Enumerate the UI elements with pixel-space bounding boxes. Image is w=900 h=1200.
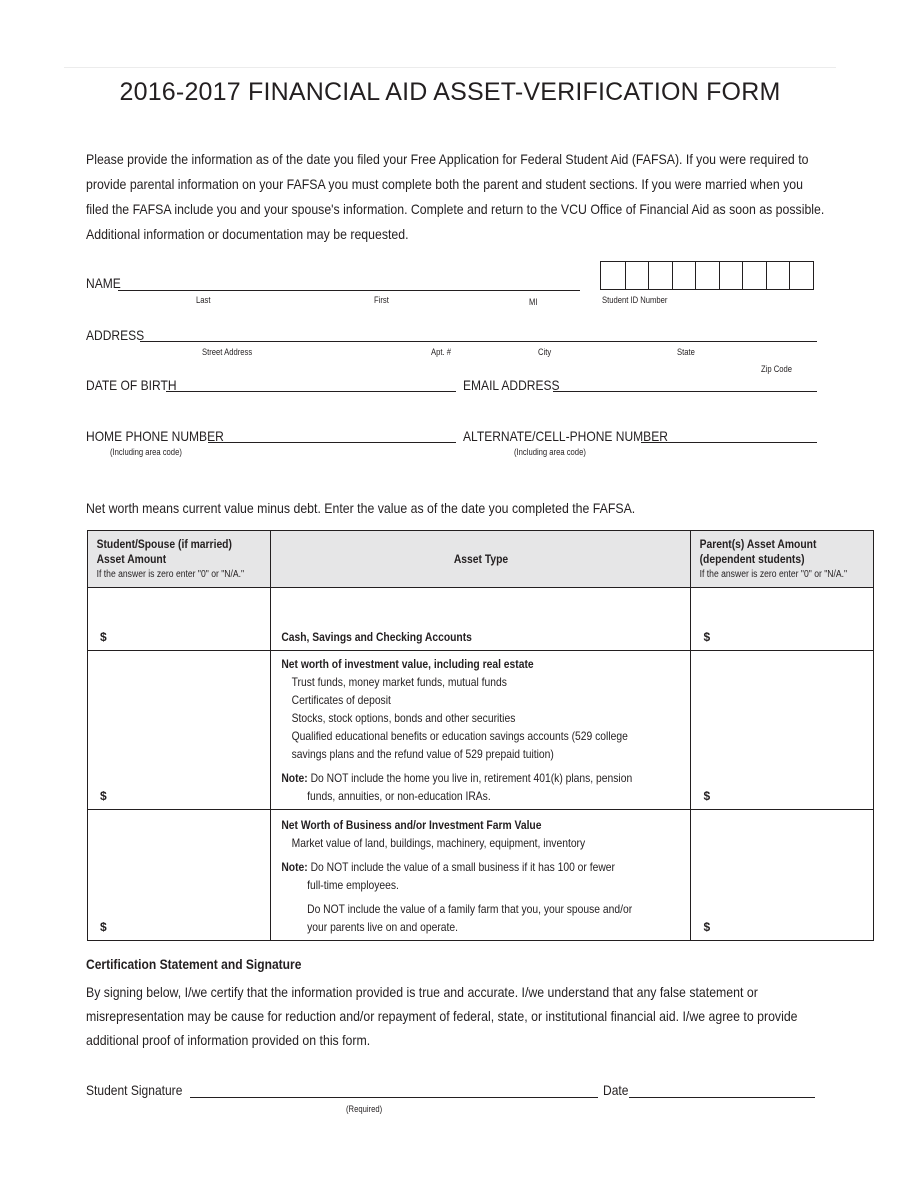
street-sublabel: Street Address — [202, 347, 253, 357]
parent-amount-header — [691, 531, 874, 588]
investment-title: Net worth of investment value, including real estate — [280, 657, 534, 671]
asset-type-business — [270, 810, 691, 941]
address-label: ADDRESS — [86, 327, 145, 343]
investment-item: Stocks, stock options, bonds and other securities — [291, 711, 515, 725]
asset-type-investment — [270, 651, 691, 810]
asset-type-cash — [270, 588, 691, 651]
investment-note: Do NOT include the home you live in, retirement 401(k) plans, pension — [307, 771, 632, 785]
business-note: your parents live on and operate. — [306, 920, 458, 934]
student-header-note: If the answer is zero enter "0" or "N/A." — [96, 569, 245, 580]
cash-title: Cash, Savings and Checking Accounts — [280, 630, 472, 644]
student-business-amount[interactable] — [88, 810, 271, 941]
note-label: Note: — [280, 771, 308, 785]
investment-item: savings plans and the refund value of 529 prepaid tuition) — [291, 747, 554, 761]
alt-phone-sublabel: (Including area code) — [514, 447, 586, 457]
student-id-boxes[interactable] — [600, 261, 814, 290]
certification-heading: Certification Statement and Signature — [86, 956, 302, 972]
signature-label: Student Signature — [86, 1082, 183, 1098]
table-row — [88, 651, 874, 810]
dob-field[interactable] — [166, 391, 456, 392]
parent-investment-amount[interactable] — [691, 651, 874, 810]
date-label: Date — [603, 1082, 629, 1098]
date-field[interactable] — [629, 1097, 815, 1098]
dollar-sign: $ — [703, 789, 711, 803]
investment-item: Certificates of deposit — [291, 693, 391, 707]
net-worth-note: Net worth means current value minus debt. Enter the value as of the date you completed the FAFSA. — [86, 500, 636, 516]
business-title: Net Worth of Business and/or Investment Farm Value — [280, 818, 541, 832]
home-phone-label: HOME PHONE NUMBER — [86, 428, 224, 444]
top-rule — [64, 67, 836, 68]
last-sublabel: Last — [196, 295, 211, 305]
parent-cash-amount[interactable] — [691, 588, 874, 651]
investment-item: Trust funds, money market funds, mutual funds — [291, 675, 507, 689]
parent-business-amount[interactable] — [691, 810, 874, 941]
name-label: NAME — [86, 275, 121, 291]
parent-header-line1: Parent(s) Asset Amount — [700, 537, 817, 551]
student-cash-amount[interactable] — [88, 588, 271, 651]
home-phone-sublabel: (Including area code) — [110, 447, 182, 457]
apt-sublabel: Apt. # — [431, 347, 451, 357]
student-header-line1: Student/Spouse (if married) — [96, 537, 232, 551]
mi-sublabel: MI — [529, 297, 538, 307]
table-header-row — [88, 531, 874, 588]
asset-table — [87, 530, 874, 941]
note-label: Note: — [280, 860, 308, 874]
form-title: 2016-2017 FINANCIAL AID ASSET-VERIFICATION FORM — [119, 78, 781, 106]
student-amount-header — [88, 531, 271, 588]
first-sublabel: First — [374, 295, 389, 305]
signature-field[interactable] — [190, 1097, 598, 1098]
alt-phone-label: ALTERNATE/CELL-PHONE NUMBER — [463, 428, 668, 444]
dollar-sign: $ — [703, 630, 711, 644]
investment-note: funds, annuities, or non-education IRAs. — [306, 789, 491, 803]
intro-paragraph: Please provide the information as of the date you filed your Free Application for Federal Student Aid (FAFSA). If you were required to provide parental information on your FAFSA you must complete both the parent and student sections. If you were married when you filed the FAFSA include you and your spouse's information. Complete and return to the VCU Office of Financial Aid as soon as possible. Additional information or documentation may be requested. — [86, 151, 825, 242]
investment-item: Qualified educational benefits or education savings accounts (529 college — [291, 729, 628, 743]
state-sublabel: State — [677, 347, 695, 357]
certification-text: By signing below, I/we certify that the information provided is true and accurate. I/we understand that any false statement or misrepresentation may be cause for reduction and/or repayment of federal, state, or institutional financial aid. I/we agree to provide additional proof of information provided on this form. — [86, 984, 798, 1048]
zip-sublabel: Zip Code — [761, 364, 793, 374]
student-investment-amount[interactable] — [88, 651, 271, 810]
city-sublabel: City — [538, 347, 552, 357]
parent-header-note: If the answer is zero enter "0" or "N/A." — [700, 569, 848, 580]
dollar-sign: $ — [100, 789, 107, 803]
name-field[interactable] — [118, 290, 580, 291]
home-phone-field[interactable] — [208, 442, 456, 443]
email-field[interactable] — [553, 391, 817, 392]
email-label: EMAIL ADDRESS — [463, 377, 560, 393]
asset-type-header-text: Asset Type — [453, 551, 508, 566]
table-row — [88, 588, 874, 651]
dollar-sign: $ — [100, 920, 107, 934]
business-note: full-time employees. — [306, 878, 399, 892]
business-note: Do NOT include the value of a small business if it has 100 or fewer — [307, 860, 615, 874]
dob-label: DATE OF BIRTH — [86, 377, 177, 393]
signature-sublabel: (Required) — [346, 1104, 383, 1114]
alt-phone-field[interactable] — [641, 442, 817, 443]
student-header-line2: Asset Amount — [96, 552, 167, 566]
parent-header-line2: (dependent students) — [700, 552, 806, 566]
student-id-sublabel: Student ID Number — [602, 295, 668, 305]
asset-type-header — [270, 531, 691, 588]
business-note: Do NOT include the value of a family farm that you, your spouse and/or — [306, 902, 632, 916]
address-field[interactable] — [140, 341, 817, 342]
table-row — [88, 810, 874, 941]
business-item: Market value of land, buildings, machinery, equipment, inventory — [291, 836, 585, 850]
dollar-sign: $ — [703, 920, 711, 934]
dollar-sign: $ — [100, 630, 107, 644]
